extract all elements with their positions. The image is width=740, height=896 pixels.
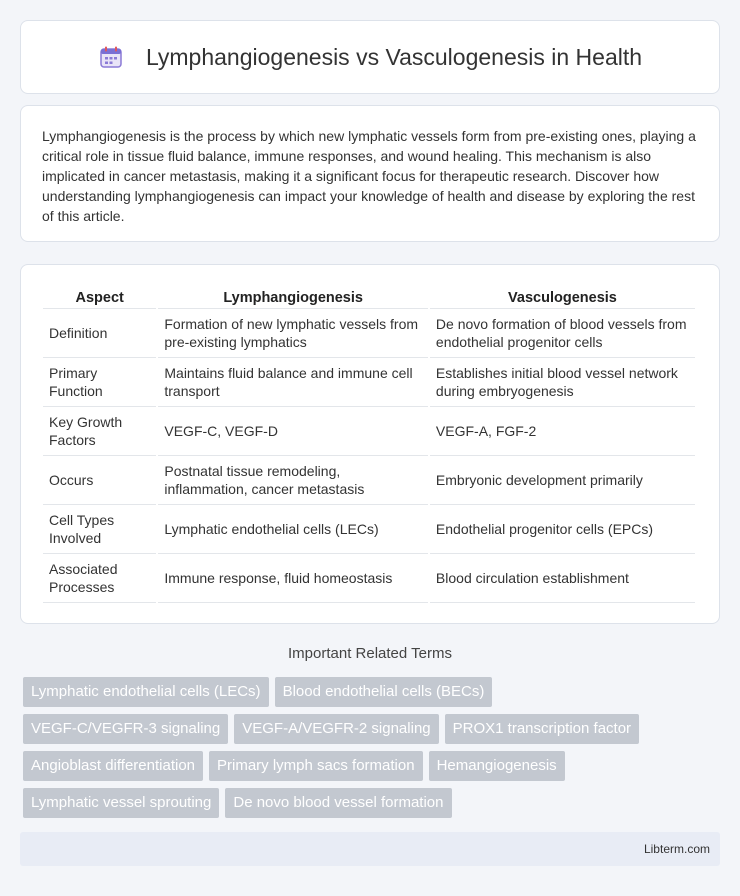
- row-lymphangiogenesis: Immune response, fluid homeostasis: [158, 554, 428, 603]
- header-vasculogenesis: Vasculogenesis: [430, 287, 695, 309]
- footer-bar: [20, 832, 720, 866]
- related-term-tag[interactable]: Angioblast differentiation: [23, 751, 203, 781]
- table-row: [43, 358, 695, 407]
- related-term-tag[interactable]: De novo blood vessel formation: [225, 788, 451, 818]
- calendar-icon: [98, 44, 124, 70]
- table-row: [43, 456, 695, 505]
- comparison-table: [41, 287, 697, 603]
- related-term-tag[interactable]: VEGF-A/VEGFR-2 signaling: [234, 714, 438, 744]
- related-term-tag[interactable]: Lymphatic vessel sprouting: [23, 788, 219, 818]
- related-term-tag[interactable]: Hemangiogenesis: [429, 751, 565, 781]
- comparison-table-card: [20, 264, 720, 624]
- row-vasculogenesis: VEGF-A, FGF-2: [430, 407, 695, 456]
- row-aspect: Associated Processes: [43, 554, 156, 603]
- row-aspect: Occurs: [43, 456, 156, 505]
- term-row: [23, 788, 723, 818]
- row-vasculogenesis: De novo formation of blood vessels from endothelial progenitor cells: [430, 309, 695, 358]
- title-row: [21, 21, 719, 93]
- table-row: [43, 554, 695, 603]
- related-term-tag[interactable]: Blood endothelial cells (BECs): [275, 677, 493, 707]
- row-lymphangiogenesis: Postnatal tissue remodeling, inflammation, cancer metastasis: [158, 456, 428, 505]
- row-vasculogenesis: Endothelial progenitor cells (EPCs): [430, 505, 695, 554]
- intro-paragraph: Lymphangiogenesis is the process by which new lymphatic vessels form from pre-existing ones, playing a critical role in tissue fluid balance, immune responses, and wound healing. This mechanism is also implicated in cancer metastasis, making it a significant focus for therapeutic research. Discover how understanding lymphangiogenesis can impact your knowledge of health and disease by exploring the rest of this article.: [42, 128, 696, 224]
- row-aspect: Cell Types Involved: [43, 505, 156, 554]
- related-terms-heading: Important Related Terms: [288, 645, 452, 662]
- term-row: [23, 751, 723, 781]
- row-lymphangiogenesis: Maintains fluid balance and immune cell transport: [158, 358, 428, 407]
- row-aspect: Primary Function: [43, 358, 156, 407]
- term-row: [23, 677, 723, 707]
- page-title: Lymphangiogenesis vs Vasculogenesis in Health: [145, 43, 643, 70]
- row-aspect: Definition: [43, 309, 156, 358]
- row-aspect: Key Growth Factors: [43, 407, 156, 456]
- header-aspect: Aspect: [43, 287, 156, 309]
- title-card: [20, 20, 720, 94]
- row-lymphangiogenesis: Lymphatic endothelial cells (LECs): [158, 505, 428, 554]
- related-term-tag[interactable]: VEGF-C/VEGFR-3 signaling: [23, 714, 228, 744]
- related-term-tag[interactable]: PROX1 transcription factor: [445, 714, 639, 744]
- row-vasculogenesis: Establishes initial blood vessel network during embryogenesis: [430, 358, 695, 407]
- row-lymphangiogenesis: VEGF-C, VEGF-D: [158, 407, 428, 456]
- table-header-row: [43, 287, 695, 309]
- row-lymphangiogenesis: Formation of new lymphatic vessels from pre-existing lymphatics: [158, 309, 428, 358]
- term-row: [23, 714, 723, 744]
- row-vasculogenesis: Embryonic development primarily: [430, 456, 695, 505]
- table-row: [43, 505, 695, 554]
- related-term-tag[interactable]: Primary lymph sacs formation: [209, 751, 423, 781]
- footer-site-link[interactable]: Libterm.com: [643, 842, 710, 856]
- row-vasculogenesis: Blood circulation establishment: [430, 554, 695, 603]
- header-lymphangiogenesis: Lymphangiogenesis: [158, 287, 428, 309]
- intro-card: [20, 105, 720, 242]
- table-row: [43, 407, 695, 456]
- table-row: [43, 309, 695, 358]
- related-term-tag[interactable]: Lymphatic endothelial cells (LECs): [23, 677, 269, 707]
- related-terms-list: [23, 677, 723, 825]
